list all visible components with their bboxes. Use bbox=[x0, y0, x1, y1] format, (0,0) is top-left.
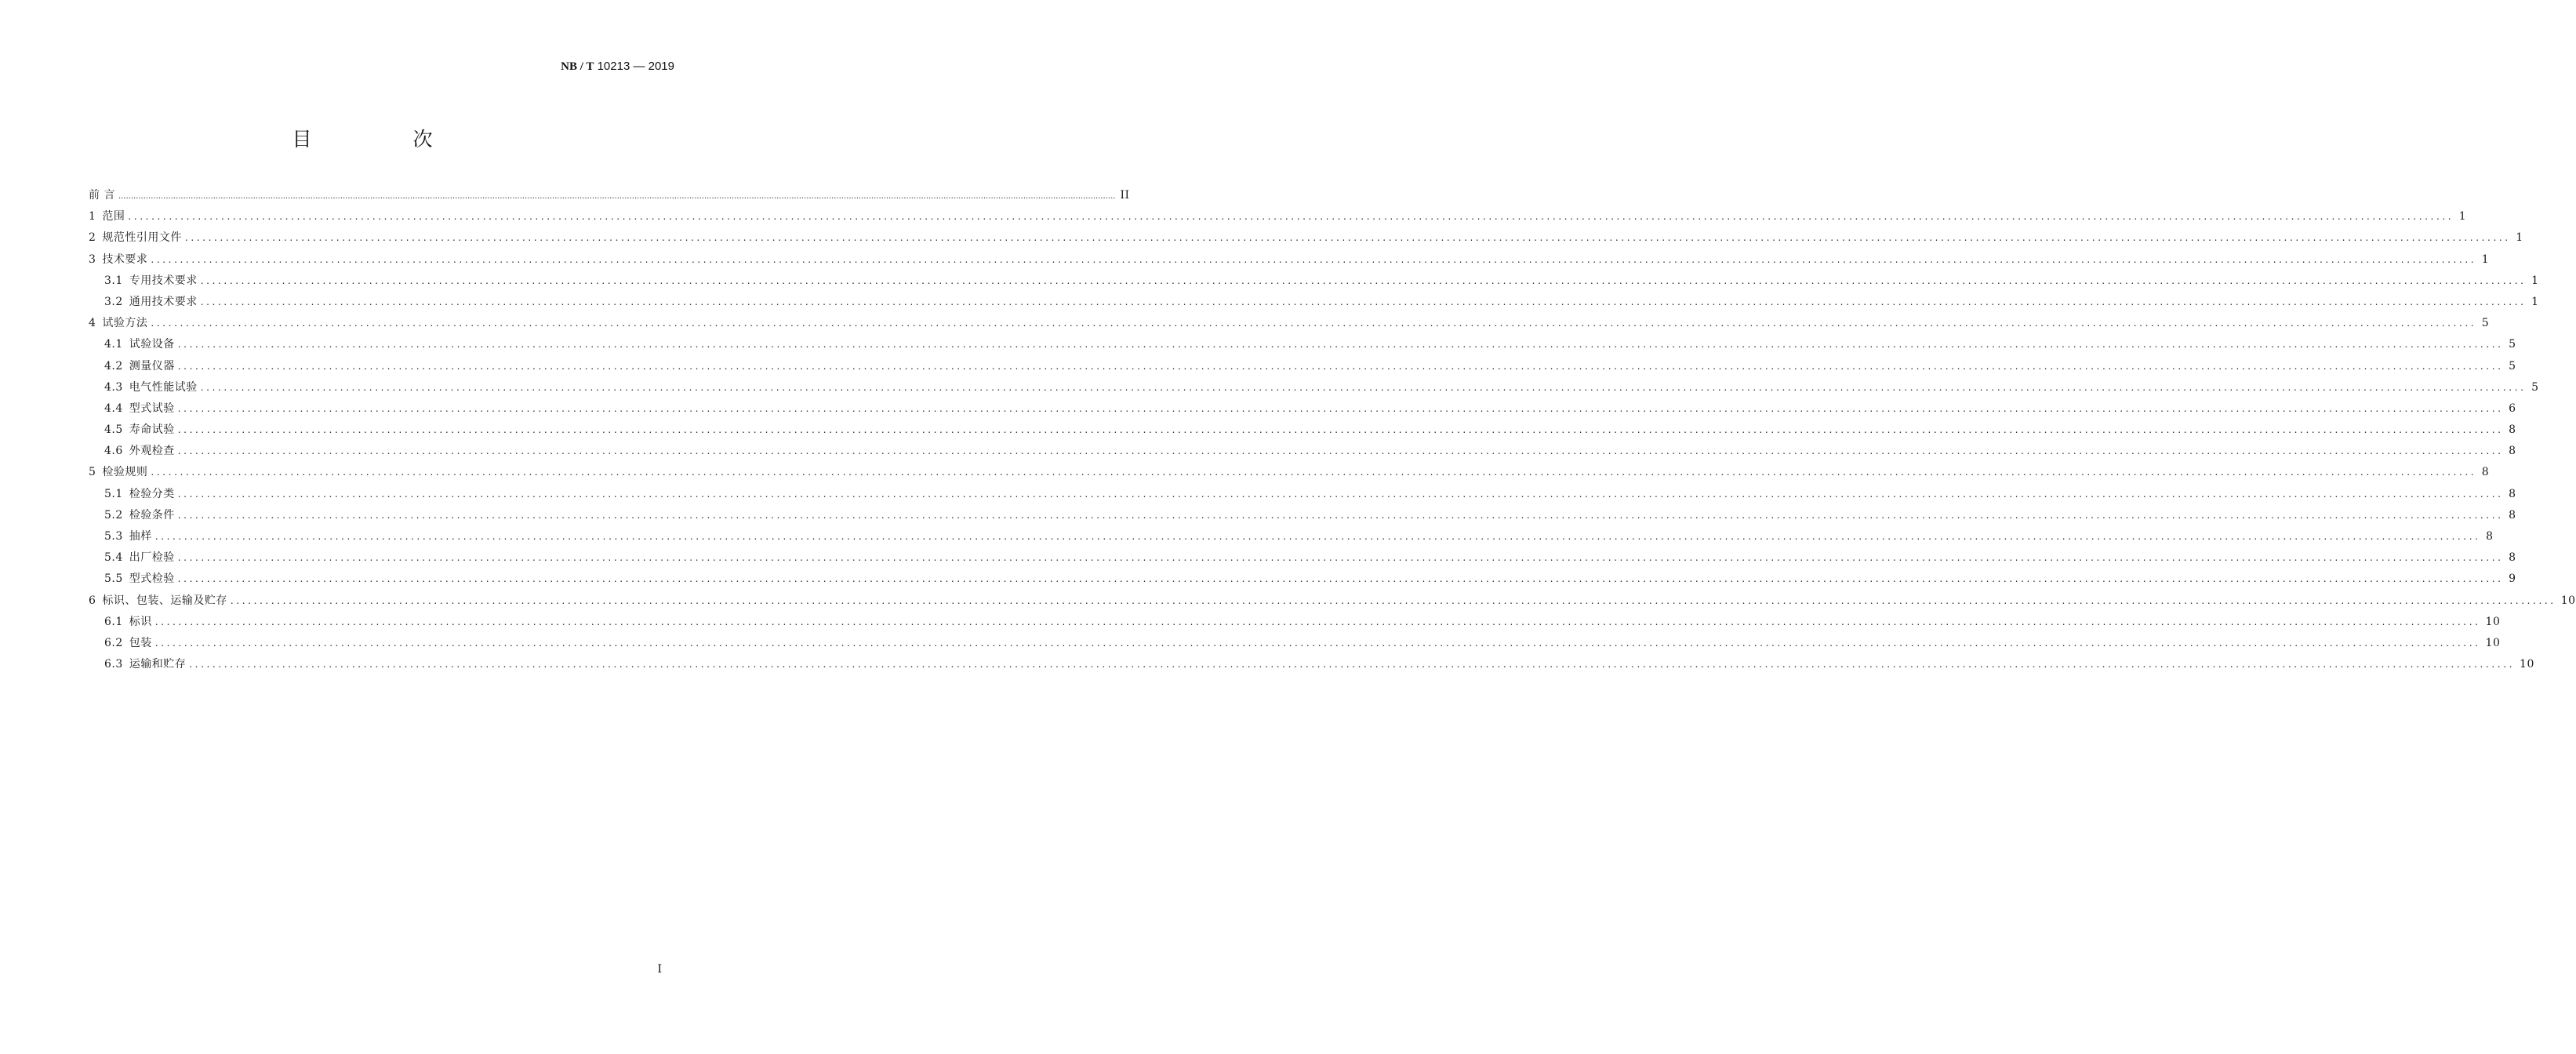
toc-entry-title: 抽样 bbox=[129, 530, 152, 543]
dot-leader: ................................................................................................................................................................................................................................................................................................................................................................................................................ bbox=[177, 360, 2504, 372]
toc-entry-title: 试验方法 bbox=[102, 317, 148, 330]
page-number: I bbox=[657, 963, 662, 976]
toc-entry-number: 5.1 bbox=[104, 487, 123, 500]
toc-entry-title: 前 言 bbox=[89, 189, 115, 202]
dot-leader: ................................................................................................................................................................................................................................................................................................................................................................................................................ bbox=[177, 573, 2504, 585]
toc-entry[interactable] bbox=[89, 591, 2576, 612]
toc-entry-number: 3 bbox=[89, 253, 96, 266]
toc-entry-page: 10 bbox=[2520, 658, 2534, 671]
toc-entry-title: 技术要求 bbox=[102, 253, 148, 266]
toc-entry-page: 8 bbox=[2481, 466, 2490, 479]
toc-entry-page: 8 bbox=[2509, 423, 2516, 437]
toc-entry-number: 4.5 bbox=[104, 423, 123, 437]
toc-entry-number: 4.1 bbox=[104, 338, 123, 351]
toc-entry-number: 3.2 bbox=[104, 295, 123, 308]
toc-entry-title: 检验条件 bbox=[129, 508, 175, 522]
dot-leader: ................................................................................................................................................................................................................................................................................................................................................................................................................ bbox=[230, 594, 2556, 606]
toc-entry-title: 电气性能试验 bbox=[129, 380, 198, 394]
toc-entry-page: 10 bbox=[2560, 594, 2576, 607]
toc-entry[interactable] bbox=[89, 356, 2516, 377]
toc-entry-title: 规范性引用文件 bbox=[102, 231, 182, 245]
standard-code-number: 10213 — 2019 bbox=[594, 60, 674, 73]
toc-entry-number: 5.4 bbox=[104, 551, 123, 565]
dot-leader: ................................................................................................................................................................................................................................................................................................................................................................................................................ bbox=[177, 339, 2504, 351]
table-of-contents bbox=[89, 185, 2576, 675]
dot-leader: ................................................................................................................................................................................................................................................................................................................................................................................................................ bbox=[154, 637, 2481, 649]
toc-entry-title: 外观检查 bbox=[129, 445, 175, 458]
toc-entry-number: 5.2 bbox=[104, 508, 123, 522]
standard-code-prefix: NB / T bbox=[561, 60, 594, 73]
toc-entry-page: 1 bbox=[2531, 295, 2539, 308]
toc-entry-page: 10 bbox=[2485, 636, 2501, 649]
dot-leader: ................................................................................................................................................................................................................................................................................................................................................................................................................ bbox=[154, 531, 2481, 542]
toc-entry-number: 5.5 bbox=[104, 572, 123, 586]
dot-leader: ................................................................................................................................................................................................................................................................................................................................................................................................................ bbox=[200, 381, 2527, 393]
toc-entry-number: 4.3 bbox=[104, 380, 123, 394]
toc-entry[interactable] bbox=[89, 484, 2516, 505]
dot-leader: ................................................................................................................................................................................................................................................................................................................................................................................................................ bbox=[154, 616, 2481, 627]
toc-entry[interactable] bbox=[89, 420, 2516, 441]
toc-entry[interactable] bbox=[89, 249, 2490, 271]
dot-leader: ................................................................................................................................................................................................................................................................................................................................................................................................................ bbox=[177, 402, 2504, 414]
toc-entry-page: 10 bbox=[2485, 615, 2501, 628]
toc-entry-page: 6 bbox=[2509, 402, 2516, 415]
toc-entry-number: 5.3 bbox=[104, 530, 123, 543]
toc-entry-number: 4.2 bbox=[104, 359, 123, 373]
toc-entry[interactable] bbox=[89, 185, 1130, 206]
dot-leader: ................................................................................................................................................................................................................................................................................................................................................................................................................ bbox=[151, 253, 2477, 265]
toc-entry[interactable] bbox=[89, 206, 2467, 227]
toc-entry[interactable] bbox=[89, 547, 2516, 569]
dot-leader: ................................................................................................................................................................................................................................................................................................................................................................................................................ bbox=[200, 274, 2527, 286]
toc-entry[interactable] bbox=[89, 377, 2539, 398]
dot-leader: ................................................................................................................................................................................................................................................................................................................................................................................................................ bbox=[128, 211, 2454, 223]
toc-entry-page: 8 bbox=[2509, 487, 2516, 500]
dot-leader: ................................................................................................................................................................................................................................................................................................................................................................................................................ bbox=[177, 424, 2504, 436]
toc-entry[interactable] bbox=[89, 462, 2490, 483]
dot-leader: ................................................................................................................................................................................................................................................................................................................................................................................................................ bbox=[184, 232, 2511, 244]
toc-entry[interactable] bbox=[89, 271, 2539, 292]
dot-leader: ................................................................................................................................................................................................................................................................................................................................................................................................................ bbox=[177, 509, 2504, 521]
toc-entry-page: 8 bbox=[2509, 445, 2516, 458]
toc-entry-title: 标识、包装、运输及贮存 bbox=[102, 594, 227, 607]
toc-entry-title: 范围 bbox=[102, 210, 125, 224]
toc-entry[interactable] bbox=[89, 334, 2516, 355]
standard-code bbox=[561, 60, 674, 74]
toc-entry-page: 1 bbox=[2516, 231, 2523, 245]
toc-entry-number: 4.6 bbox=[104, 445, 123, 458]
dot-leader: ................................................................................................................................................................................................................................................................................................................................................................................................................ bbox=[118, 192, 1116, 201]
toc-entry-page: 5 bbox=[2509, 359, 2516, 373]
toc-entry[interactable] bbox=[89, 654, 2534, 675]
toc-entry-title: 检验分类 bbox=[129, 487, 175, 500]
dot-leader: ................................................................................................................................................................................................................................................................................................................................................................................................................ bbox=[151, 318, 2477, 329]
toc-entry-page: 5 bbox=[2509, 338, 2516, 351]
toc-entry-number: 4 bbox=[89, 317, 96, 330]
toc-entry[interactable] bbox=[89, 227, 2523, 249]
toc-entry[interactable] bbox=[89, 569, 2516, 590]
toc-entry-number: 6.3 bbox=[104, 658, 123, 671]
toc-entry[interactable] bbox=[89, 505, 2516, 526]
dot-leader: ................................................................................................................................................................................................................................................................................................................................................................................................................ bbox=[177, 445, 2504, 457]
toc-entry-page: 8 bbox=[2509, 551, 2516, 565]
toc-entry[interactable] bbox=[89, 633, 2501, 654]
toc-entry-title: 试验设备 bbox=[129, 338, 175, 351]
toc-entry-title: 型式检验 bbox=[129, 572, 175, 586]
dot-leader: ................................................................................................................................................................................................................................................................................................................................................................................................................ bbox=[189, 659, 2516, 671]
toc-entry-number: 2 bbox=[89, 231, 96, 245]
toc-entry-title: 包装 bbox=[129, 636, 152, 649]
toc-entry-title: 专用技术要求 bbox=[129, 274, 198, 287]
dot-leader: ................................................................................................................................................................................................................................................................................................................................................................................................................ bbox=[151, 467, 2477, 478]
toc-entry-title: 标识 bbox=[129, 615, 152, 628]
toc-entry-page: 8 bbox=[2509, 508, 2516, 522]
dot-leader: ................................................................................................................................................................................................................................................................................................................................................................................................................ bbox=[177, 552, 2504, 564]
toc-entry-title: 检验规则 bbox=[102, 466, 148, 479]
toc-entry-page: 1 bbox=[2531, 274, 2539, 287]
toc-entry-title: 测量仪器 bbox=[129, 359, 175, 373]
toc-entry-number: 6.2 bbox=[104, 636, 123, 649]
toc-entry-title: 出厂检验 bbox=[129, 551, 175, 565]
toc-entry-number: 4.4 bbox=[104, 402, 123, 415]
toc-entry-page: 1 bbox=[2458, 210, 2467, 224]
toc-entry-page: 5 bbox=[2531, 380, 2539, 394]
toc-entry-title: 型式试验 bbox=[129, 402, 175, 415]
toc-entry-page: 1 bbox=[2481, 253, 2490, 266]
toc-entry[interactable] bbox=[89, 526, 2494, 547]
toc-entry[interactable] bbox=[89, 398, 2516, 420]
toc-entry-page: 9 bbox=[2509, 572, 2516, 586]
toc-entry-number: 1 bbox=[89, 210, 96, 224]
dot-leader: ................................................................................................................................................................................................................................................................................................................................................................................................................ bbox=[177, 488, 2504, 500]
toc-entry-title: 运输和贮存 bbox=[129, 658, 187, 671]
toc-entry-page: 8 bbox=[2486, 530, 2494, 543]
toc-entry-number: 3.1 bbox=[104, 274, 123, 287]
toc-entry-page: 5 bbox=[2481, 317, 2490, 330]
toc-entry[interactable] bbox=[89, 612, 2501, 633]
dot-leader: ................................................................................................................................................................................................................................................................................................................................................................................................................ bbox=[200, 296, 2527, 307]
toc-entry-title: 寿命试验 bbox=[129, 423, 175, 437]
toc-entry-number: 6 bbox=[89, 594, 96, 607]
toc-entry[interactable] bbox=[89, 292, 2539, 313]
toc-entry-title: 通用技术要求 bbox=[129, 295, 198, 308]
page-title: 目 次 bbox=[292, 128, 474, 151]
toc-entry-page: II bbox=[1120, 189, 1130, 202]
toc-entry[interactable] bbox=[89, 313, 2490, 334]
toc-entry[interactable] bbox=[89, 441, 2516, 462]
toc-entry-number: 6.1 bbox=[104, 615, 123, 628]
toc-entry-number: 5 bbox=[89, 466, 96, 479]
